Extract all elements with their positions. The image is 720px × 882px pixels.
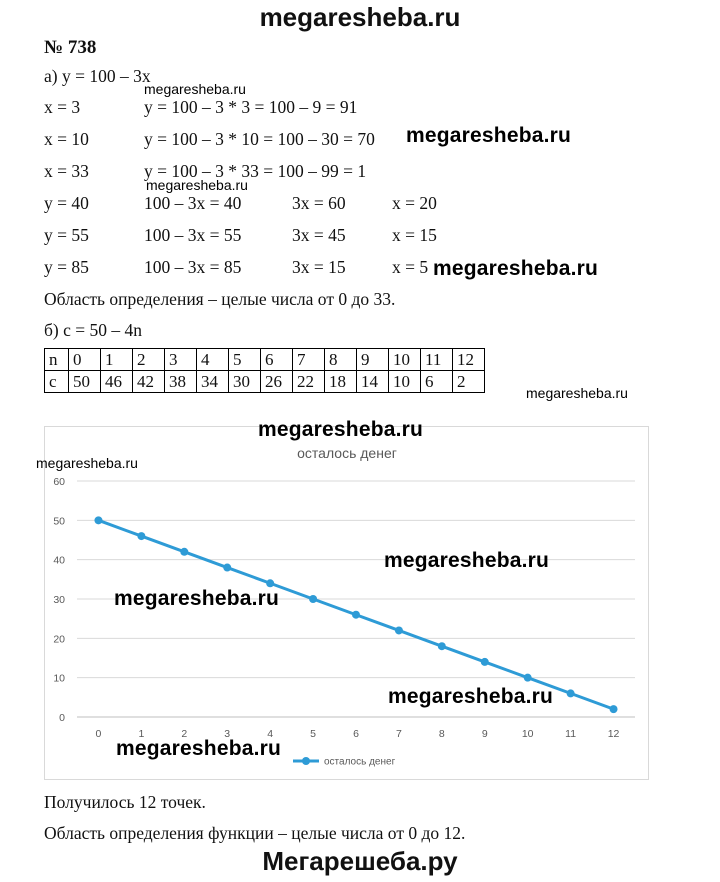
watermark: megaresheba.ru [406, 124, 572, 147]
data-point [610, 705, 618, 713]
table-cell: 26 [261, 371, 293, 393]
table-cell: 12 [453, 349, 485, 371]
part-a-row-4-result: x = 20 [392, 193, 437, 213]
table-cell: 3 [165, 349, 197, 371]
data-point [395, 626, 403, 634]
table-cell: 1 [101, 349, 133, 371]
table-cell: 9 [357, 349, 389, 371]
part-a-row-1-calc: y = 100 – 3 * 3 = 100 – 9 = 91 [144, 97, 358, 117]
table-cell: 18 [325, 371, 357, 393]
x-tick-label: 5 [310, 728, 316, 740]
y-tick-label: 60 [53, 476, 65, 488]
table-cell: 38 [165, 371, 197, 393]
x-tick-label: 11 [565, 728, 577, 740]
part-a-row-4-step: 3x = 60 [292, 193, 346, 213]
table-cell: n [45, 349, 69, 371]
legend-marker [302, 757, 310, 765]
data-point [94, 516, 102, 524]
x-tick-label: 10 [521, 728, 534, 740]
part-a-domain: Область определения – целые числа от 0 до 33. [44, 289, 396, 309]
y-tick-label: 50 [53, 515, 65, 528]
table-cell: 46 [101, 371, 133, 393]
watermark: megaresheba.ru [258, 418, 424, 441]
part-a-row-5-eq: 100 – 3x = 55 [144, 225, 242, 245]
y-tick-label: 40 [53, 554, 65, 567]
watermark: megaresheba.ru [114, 587, 280, 610]
x-tick-label: 9 [481, 728, 488, 740]
header-watermark: megaresheba.ru [259, 2, 461, 32]
table-cell: c [45, 371, 69, 393]
task-number: № 738 [44, 37, 97, 58]
table-cell: 22 [293, 371, 325, 393]
part-a-formula: а) y = 100 – 3x [44, 66, 151, 86]
data-point [567, 689, 575, 697]
chart-title: осталось денег [297, 445, 397, 461]
data-point [438, 642, 446, 650]
watermark: megaresheba.ru [144, 81, 246, 97]
data-point [352, 611, 360, 619]
table-cell: 42 [133, 371, 165, 393]
y-tick-label: 10 [53, 672, 65, 685]
table-cell: 4 [197, 349, 229, 371]
conclusion-domain: Область определения функции – целые числа от 0 до 12. [44, 823, 466, 843]
data-point [309, 595, 317, 603]
table-cell: 8 [325, 349, 357, 371]
x-tick-label: 7 [396, 728, 402, 740]
part-a-row-1-left: x = 3 [44, 97, 81, 117]
part-a-row-4-eq: 100 – 3x = 40 [144, 193, 242, 213]
x-tick-label: 6 [353, 728, 359, 740]
table-cell: 6 [261, 349, 293, 371]
part-a-row-6-result: x = 5 [392, 257, 429, 277]
x-tick-label: 8 [438, 728, 445, 740]
watermark: megaresheba.ru [36, 455, 138, 471]
values-table [44, 348, 485, 393]
table-cell: 10 [389, 371, 421, 393]
x-tick-label: 4 [267, 728, 274, 740]
part-a-row-4-left: y = 40 [44, 193, 89, 213]
table-cell: 2 [453, 371, 485, 393]
watermark: megaresheba.ru [116, 737, 282, 760]
part-b-formula: б) c = 50 – 4n [44, 320, 142, 340]
table-cell: 2 [133, 349, 165, 371]
data-point [223, 564, 231, 572]
watermark: megaresheba.ru [384, 549, 550, 572]
x-tick-label: 0 [95, 728, 102, 740]
table-row-n [45, 349, 485, 371]
part-a-row-3-calc: y = 100 – 3 * 33 = 100 – 99 = 1 [144, 161, 367, 181]
table-cell: 50 [69, 371, 101, 393]
y-tick-label: 20 [53, 633, 65, 646]
table-cell: 34 [197, 371, 229, 393]
watermark: megaresheba.ru [433, 257, 599, 280]
part-a-row-6-left: y = 85 [44, 257, 89, 277]
watermark: megaresheba.ru [388, 685, 554, 708]
data-point [180, 548, 188, 556]
table-cell: 11 [421, 349, 453, 371]
part-a-row-5-result: x = 15 [392, 225, 437, 245]
footer-watermark: Мегарешеба.ру [262, 846, 458, 876]
legend-label: осталось денег [324, 756, 396, 768]
watermark: megaresheba.ru [526, 385, 628, 401]
table-row-c [45, 371, 485, 393]
part-a-row-2-left: x = 10 [44, 129, 89, 149]
x-tick-label: 12 [607, 728, 620, 740]
x-tick-label: 2 [181, 728, 188, 740]
part-a-row-3-left: x = 33 [44, 161, 89, 181]
part-a-row-6-eq: 100 – 3x = 85 [144, 257, 242, 277]
conclusion-points: Получилось 12 точек. [44, 792, 206, 812]
watermark: megaresheba.ru [146, 177, 248, 193]
data-point [481, 658, 489, 666]
part-a-row-5-left: y = 55 [44, 225, 89, 245]
y-tick-label: 30 [53, 594, 65, 606]
table-cell: 5 [229, 349, 261, 371]
data-point [524, 674, 532, 682]
table-cell: 7 [293, 349, 325, 371]
part-a-row-2-calc: y = 100 – 3 * 10 = 100 – 30 = 70 [144, 129, 375, 149]
table-cell: 6 [421, 371, 453, 393]
data-point [137, 532, 145, 540]
y-tick-label: 0 [59, 712, 65, 724]
table-cell: 30 [229, 371, 261, 393]
part-a-row-5-step: 3x = 45 [292, 225, 346, 245]
x-tick-label: 1 [138, 728, 145, 740]
x-tick-label: 3 [224, 728, 231, 740]
table-cell: 10 [389, 349, 421, 371]
part-a-row-6-step: 3x = 15 [292, 257, 346, 277]
table-cell: 14 [357, 371, 389, 393]
table-cell: 0 [69, 349, 101, 371]
